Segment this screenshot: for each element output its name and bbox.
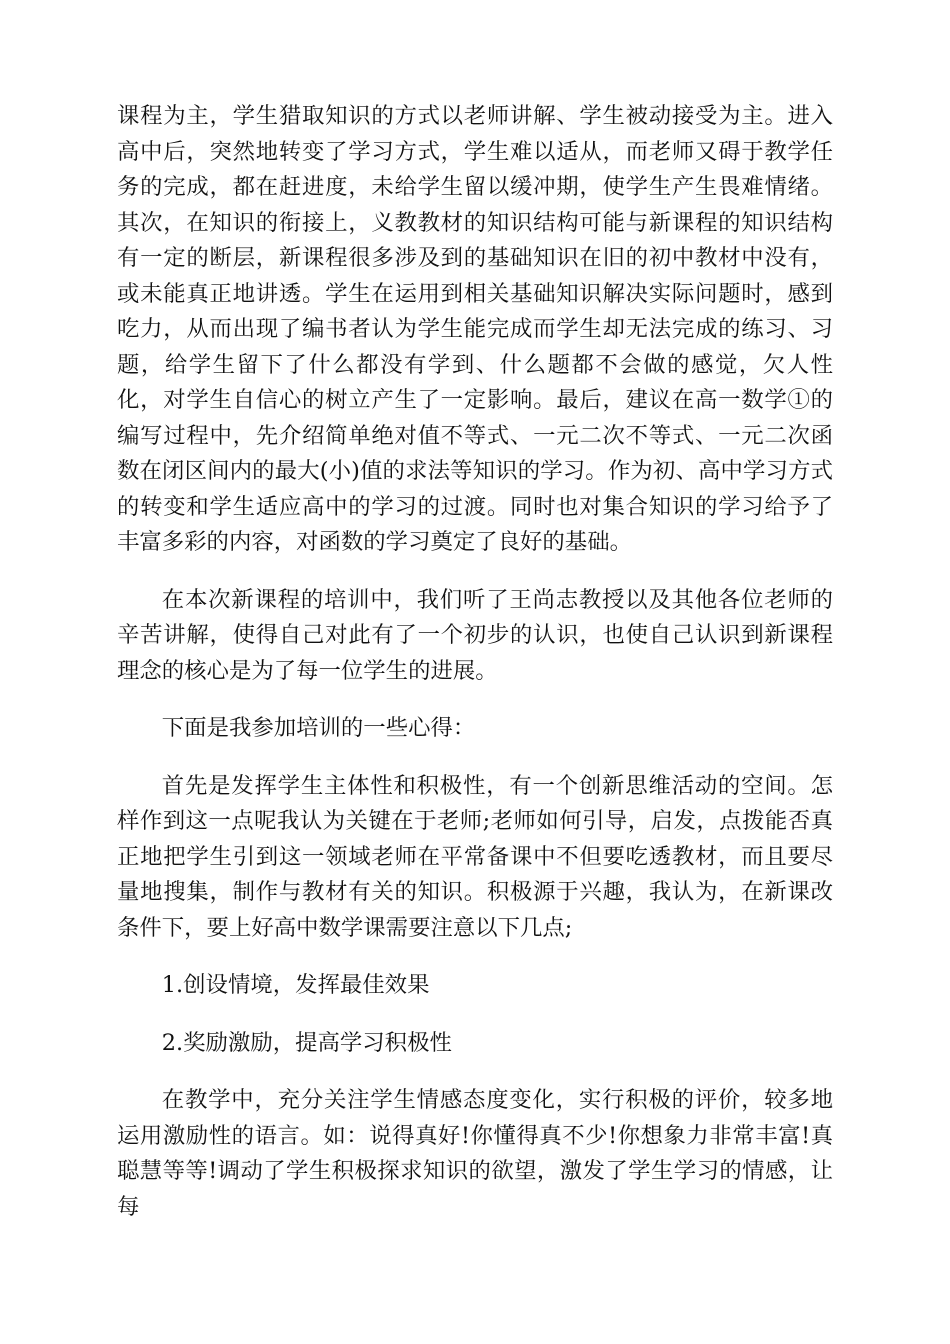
document-page: [117, 99, 833, 1225]
paragraph-encouragement: 在教学中，充分关注学生情感态度变化，实行积极的评价，较多地运用激励性的语言。如：说得真好!你懂得真不少!你想象力非常丰富!真聪慧等等!调动了学生积极探求知识的欲望，激发了学生学习的情感，让每: [117, 1087, 833, 1220]
paragraph-continuation: 课程为主，学生猎取知识的方式以老师讲解、学生被动接受为主。进入高中后，突然地转变了学习方式，学生难以适从，而老师又碍于教学任务的完成，都在赶进度，未给学生留以缓冲期，使学生产生畏难情绪。其次，在知识的衔接上，义教教材的知识结构可能与新课程的知识结构有一定的断层，新课程很多涉及到的基础知识在旧的初中教材中没有，或未能真正地讲透。学生在运用到相关基础知识解决实际问题时，感到吃力，从而出现了编书者认为学生能完成而学生却无法完成的练习、习题，给学生留下了什么都没有学到、什么题都不会做的感觉，欠人性化，对学生自信心的树立产生了一定影响。最后，建议在高一数学①的编写过程中，先介绍简单绝对值不等式、一元二次不等式、一元二次函数在闭区间内的最大(小)值的求法等知识的学习。作为初、高中学习方式的转变和学生适应高中的学习的过渡。同时也对集合知识的学习给予了丰富多彩的内容，对函数的学习奠定了良好的基础。: [117, 103, 833, 555]
list-item-1: 1.创设情境，发挥最佳效果: [161, 972, 430, 998]
paragraph-training-intro: 在本次新课程的培训中，我们听了王尚志教授以及其他各位老师的辛苦讲解，使得自己对此有了一个初步的认识，也使自己认识到新课程理念的核心是为了每一位学生的进展。: [117, 586, 833, 684]
list-item-2: 2.奖励激励，提高学习积极性: [161, 1029, 452, 1056]
paragraph-first-point: 首先是发挥学生主体性和积极性，有一个创新思维活动的空间。怎样作到这一点呢我认为关键在于老师;老师如何引导，启发，点拨能否真正地把学生引到这一领域老师在平常备课中不但要吃透教材，而且要尽量地搜集，制作与教材有关的知识。积极源于兴趣，我认为，在新课改条件下，要上好高中数学课需要注意以下几点;: [117, 772, 833, 941]
paragraph-insights-heading: 下面是我参加培训的一些心得：: [161, 715, 476, 741]
